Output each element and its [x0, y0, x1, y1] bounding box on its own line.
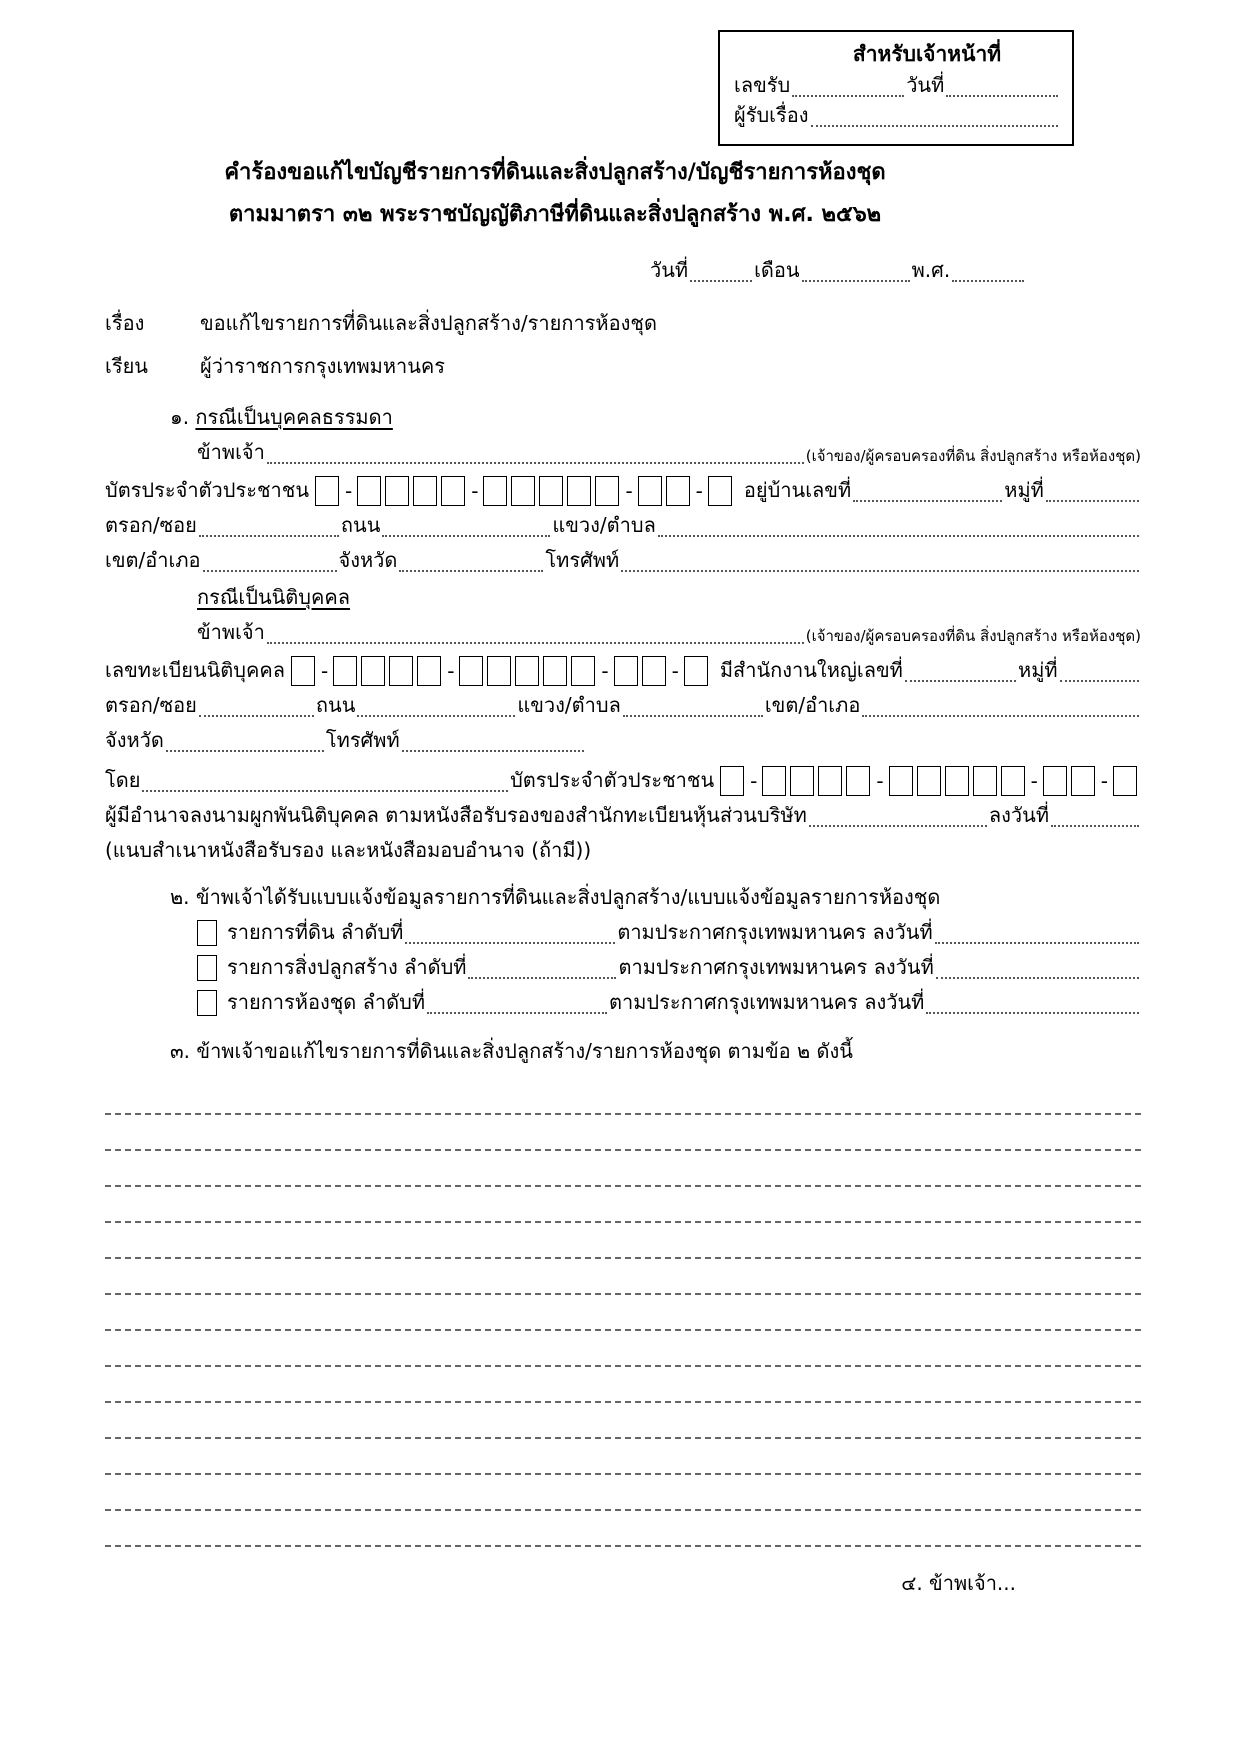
writing-line[interactable]: [105, 1475, 1141, 1511]
section-2-number: ๒.: [170, 885, 190, 909]
digit-box[interactable]: [889, 766, 913, 796]
house-number-label: อยู่บ้านเลขที่: [743, 478, 852, 502]
company-registry-field[interactable]: [809, 825, 987, 827]
receipt-number-label: เลขรับ: [734, 73, 791, 97]
digit-box[interactable]: [973, 766, 997, 796]
digit-group-dash: -: [1030, 769, 1038, 793]
authorized-certificate-row: [105, 796, 1141, 831]
form-title: คำร้องขอแก้ไขบัญชีรายการที่ดินและสิ่งปลูกสร้าง/บัญชีรายการห้องชุด: [224, 160, 886, 185]
person-road-field[interactable]: [382, 535, 550, 537]
land-item-middle: ตามประกาศกรุงเทพมหานคร ลงวันที่: [617, 920, 933, 944]
digit-group-dash: -: [625, 479, 633, 503]
digit-box[interactable]: [708, 476, 732, 506]
person-subdistrict-field[interactable]: [658, 535, 1139, 537]
person-id-row: [105, 468, 1141, 506]
person-owner-note: (เจ้าของ/ผู้ครอบครองที่ดิน สิ่งปลูกสร้าง หรือห้องชุด): [805, 447, 1141, 465]
authorized-person-row: [105, 756, 1141, 796]
by-label: โดย: [105, 768, 141, 792]
juristic-reg-row: [105, 648, 1141, 686]
juristic-heading-row: [197, 578, 1141, 613]
juristic-i-am-label: ข้าพเจ้า: [197, 620, 265, 644]
juristic-owner-note: (เจ้าของ/ผู้ครอบครองที่ดิน สิ่งปลูกสร้าง หรือห้องชุด): [805, 627, 1141, 645]
condo-item-number-field[interactable]: [427, 1012, 607, 1014]
writing-line[interactable]: [105, 1115, 1141, 1151]
juristic-address-row-1: [105, 686, 1141, 721]
document-date-row: [650, 252, 1141, 286]
form-subtitle: ตามมาตรา ๓๒ พระราชบัญญัติภาษีที่ดินและสิ่งปลูกสร้าง พ.ศ. ๒๕๖๒: [228, 202, 882, 227]
writing-line[interactable]: [105, 1151, 1141, 1187]
writing-line[interactable]: [105, 1511, 1141, 1547]
receiver-field[interactable]: [811, 125, 1058, 127]
digit-box[interactable]: [511, 476, 535, 506]
person-district-field[interactable]: [203, 570, 337, 572]
receiver-label: ผู้รับเรื่อง: [734, 103, 809, 127]
digit-box[interactable]: [539, 476, 563, 506]
section-2-heading: ข้าพเจ้าได้รับแบบแจ้งข้อมูลรายการที่ดินและสิ่งปลูกสร้าง/แบบแจ้งข้อมูลรายการห้องชุด: [195, 885, 941, 909]
digit-box[interactable]: [762, 766, 786, 796]
national-id-label: บัตรประจำตัวประชาชน: [105, 478, 310, 502]
writing-line[interactable]: [105, 1439, 1141, 1475]
person-phone-label: โทรศัพท์: [545, 548, 620, 572]
person-moo-label: หมู่ที่: [1004, 478, 1044, 502]
continuation-note: ๔. ข้าพเจ้า...: [901, 1571, 1016, 1595]
juristic-name-row: [197, 613, 1141, 648]
month-label: เดือน: [754, 258, 800, 282]
digit-box[interactable]: [818, 766, 842, 796]
writing-line[interactable]: [105, 1187, 1141, 1223]
authorized-id-boxes[interactable]: [720, 766, 1141, 796]
juristic-phone-label: โทรศัพท์: [325, 728, 400, 752]
section-2-heading-row: [170, 878, 1141, 913]
digit-box[interactable]: [361, 656, 385, 686]
official-use-box: [718, 30, 1074, 146]
juristic-soi-label: ตรอก/ซอย: [105, 693, 197, 717]
to-label: เรียน: [105, 354, 148, 378]
digit-group-dash: -: [601, 659, 609, 683]
digit-box[interactable]: [571, 656, 595, 686]
digit-box[interactable]: [614, 656, 638, 686]
juristic-name-field[interactable]: [267, 642, 804, 644]
juristic-address-row-2: [105, 721, 1141, 756]
digit-box[interactable]: [291, 656, 315, 686]
digit-box[interactable]: [917, 766, 941, 796]
condo-item-label: รายการห้องชุด ลำดับที่: [227, 990, 426, 1014]
building-item-row: [197, 948, 1141, 983]
person-subdistrict-label: แขวง/ตำบล: [552, 513, 656, 537]
digit-box[interactable]: [684, 656, 708, 686]
head-office-field[interactable]: [905, 680, 1016, 682]
juristic-district-field[interactable]: [862, 715, 1139, 717]
writing-line[interactable]: [105, 1079, 1141, 1115]
national-id-boxes[interactable]: [315, 476, 736, 506]
juristic-moo-field[interactable]: [1060, 680, 1139, 682]
form-title-block: [105, 152, 1005, 236]
person-soi-label: ตรอก/ซอย: [105, 513, 197, 537]
building-item-checkbox[interactable]: [197, 955, 217, 981]
digit-box[interactable]: [487, 656, 511, 686]
digit-box[interactable]: [846, 766, 870, 796]
land-item-label: รายการที่ดิน ลำดับที่: [227, 920, 404, 944]
receipt-date-label: วันที่: [906, 73, 945, 97]
digit-group-dash: -: [750, 769, 758, 793]
juristic-reg-boxes[interactable]: [291, 656, 712, 686]
subject-label: เรื่อง: [105, 311, 145, 335]
year-label: พ.ศ.: [911, 258, 951, 282]
digit-box[interactable]: [945, 766, 969, 796]
subject-text: ขอแก้ไขรายการที่ดินและสิ่งปลูกสร้าง/รายการห้องชุด: [200, 311, 657, 335]
digit-group-dash: -: [876, 769, 884, 793]
authorized-text: ผู้มีอำนาจลงนามผูกพันนิติบุคคล ตามหนังสือรับรองของสำนักทะเบียนหุ้นส่วนบริษัท: [105, 803, 807, 827]
digit-box[interactable]: [1071, 766, 1095, 796]
person-name-field[interactable]: [267, 462, 804, 464]
land-item-date-field[interactable]: [935, 942, 1139, 944]
digit-box[interactable]: [638, 476, 662, 506]
digit-box[interactable]: [1113, 766, 1137, 796]
building-item-middle: ตามประกาศกรุงเทพมหานคร ลงวันที่: [618, 955, 934, 979]
juristic-phone-field[interactable]: [402, 750, 584, 752]
building-item-date-field[interactable]: [936, 977, 1139, 979]
attachment-note: (แนบสำเนาหนังสือรับรอง และหนังสือมอบอำนาจ (ถ้ามี)): [105, 838, 592, 862]
section-3-heading: ข้าพเจ้าขอแก้ไขรายการที่ดินและสิ่งปลูกสร้าง/รายการห้องชุด ตามข้อ ๒ ดังนี้: [196, 1039, 853, 1063]
person-phone-field[interactable]: [621, 570, 1139, 572]
section-3-number: ๓.: [170, 1039, 191, 1063]
section-1-heading: กรณีเป็นบุคคลธรรมดา: [195, 405, 393, 429]
correction-writing-area: [105, 1079, 1141, 1547]
digit-group-dash: -: [447, 659, 455, 683]
juristic-road-field[interactable]: [357, 715, 515, 717]
juristic-subdistrict-label: แขวง/ตำบล: [517, 693, 621, 717]
person-province-label: จังหวัด: [338, 548, 398, 572]
digit-group-dash: -: [471, 479, 479, 503]
digit-box[interactable]: [515, 656, 539, 686]
digit-group-dash: -: [671, 659, 679, 683]
attachment-note-row: [105, 831, 1141, 866]
signed-date-field[interactable]: [1051, 825, 1139, 827]
digit-group-dash: -: [1100, 769, 1108, 793]
digit-box[interactable]: [441, 476, 465, 506]
writing-line[interactable]: [105, 1331, 1141, 1367]
condo-item-date-field[interactable]: [926, 1012, 1139, 1014]
subject-row: [105, 304, 1141, 339]
to-row: [105, 347, 1141, 382]
juristic-moo-label: หมู่ที่: [1018, 658, 1058, 682]
digit-box[interactable]: [543, 656, 567, 686]
digit-box[interactable]: [1001, 766, 1025, 796]
head-office-label: มีสำนักงานใหญ่เลขที่: [719, 658, 903, 682]
digit-box[interactable]: [389, 656, 413, 686]
digit-box[interactable]: [1043, 766, 1067, 796]
condo-item-middle: ตามประกาศกรุงเทพมหานคร ลงวันที่: [609, 990, 925, 1014]
person-name-row: [197, 433, 1141, 468]
month-field[interactable]: [802, 280, 910, 282]
land-item-checkbox[interactable]: [197, 920, 217, 946]
juristic-soi-field[interactable]: [199, 715, 314, 717]
juristic-heading: กรณีเป็นนิติบุคคล: [197, 585, 350, 609]
receipt-number-field[interactable]: [792, 95, 904, 97]
person-province-field[interactable]: [399, 570, 543, 572]
year-field[interactable]: [952, 280, 1024, 282]
building-item-label: รายการสิ่งปลูกสร้าง ลำดับที่: [227, 955, 467, 979]
condo-item-row: [197, 983, 1141, 1018]
authorized-person-name-field[interactable]: [142, 790, 508, 792]
writing-line[interactable]: [105, 1295, 1141, 1331]
receipt-date-field[interactable]: [946, 95, 1058, 97]
section-3-heading-row: [170, 1032, 1141, 1067]
digit-box[interactable]: [357, 476, 381, 506]
section-1-heading-row: [170, 398, 1141, 433]
building-item-number-field[interactable]: [468, 977, 616, 979]
juristic-road-label: ถนน: [315, 693, 356, 717]
juristic-district-label: เขต/อำเภอ: [764, 693, 861, 717]
writing-line[interactable]: [105, 1259, 1141, 1295]
digit-box[interactable]: [720, 766, 744, 796]
day-label: วันที่: [650, 258, 689, 282]
digit-box[interactable]: [595, 476, 619, 506]
digit-box[interactable]: [642, 656, 666, 686]
signed-date-label: ลงวันที่: [988, 803, 1049, 827]
juristic-subdistrict-field[interactable]: [623, 715, 763, 717]
person-address-row-2: [105, 541, 1141, 576]
section-1-number: ๑.: [170, 405, 190, 429]
condo-item-checkbox[interactable]: [197, 990, 217, 1016]
digit-box[interactable]: [790, 766, 814, 796]
writing-line[interactable]: [105, 1403, 1141, 1439]
digit-box[interactable]: [417, 656, 441, 686]
official-use-title: สำหรับเจ้าหน้าที่: [852, 42, 1002, 66]
person-road-label: ถนน: [340, 513, 381, 537]
person-moo-field[interactable]: [1046, 500, 1139, 502]
digit-box[interactable]: [385, 476, 409, 506]
to-text: ผู้ว่าราชการกรุงเทพมหานคร: [200, 354, 446, 378]
juristic-province-field[interactable]: [166, 750, 324, 752]
writing-line[interactable]: [105, 1223, 1141, 1259]
digit-group-dash: -: [320, 659, 329, 683]
person-i-am-label: ข้าพเจ้า: [197, 440, 265, 464]
digit-box[interactable]: [567, 476, 591, 506]
digit-box[interactable]: [413, 476, 437, 506]
digit-box[interactable]: [315, 476, 339, 506]
juristic-province-label: จังหวัด: [105, 728, 164, 752]
writing-line[interactable]: [105, 1367, 1141, 1403]
day-field[interactable]: [690, 280, 752, 282]
digit-box[interactable]: [483, 476, 507, 506]
juristic-reg-label: เลขทะเบียนนิติบุคคล: [105, 658, 285, 682]
digit-group-dash: -: [695, 479, 703, 503]
person-district-label: เขต/อำเภอ: [105, 548, 201, 572]
land-item-number-field[interactable]: [405, 942, 615, 944]
digit-box[interactable]: [333, 656, 357, 686]
digit-box[interactable]: [459, 656, 483, 686]
authorized-id-label: บัตรประจำตัวประชาชน: [510, 768, 715, 792]
digit-box[interactable]: [666, 476, 690, 506]
digit-group-dash: -: [345, 479, 353, 503]
person-soi-field[interactable]: [199, 535, 339, 537]
person-address-row-1: [105, 506, 1141, 541]
land-item-row: [197, 913, 1141, 948]
house-number-field[interactable]: [853, 500, 1002, 502]
